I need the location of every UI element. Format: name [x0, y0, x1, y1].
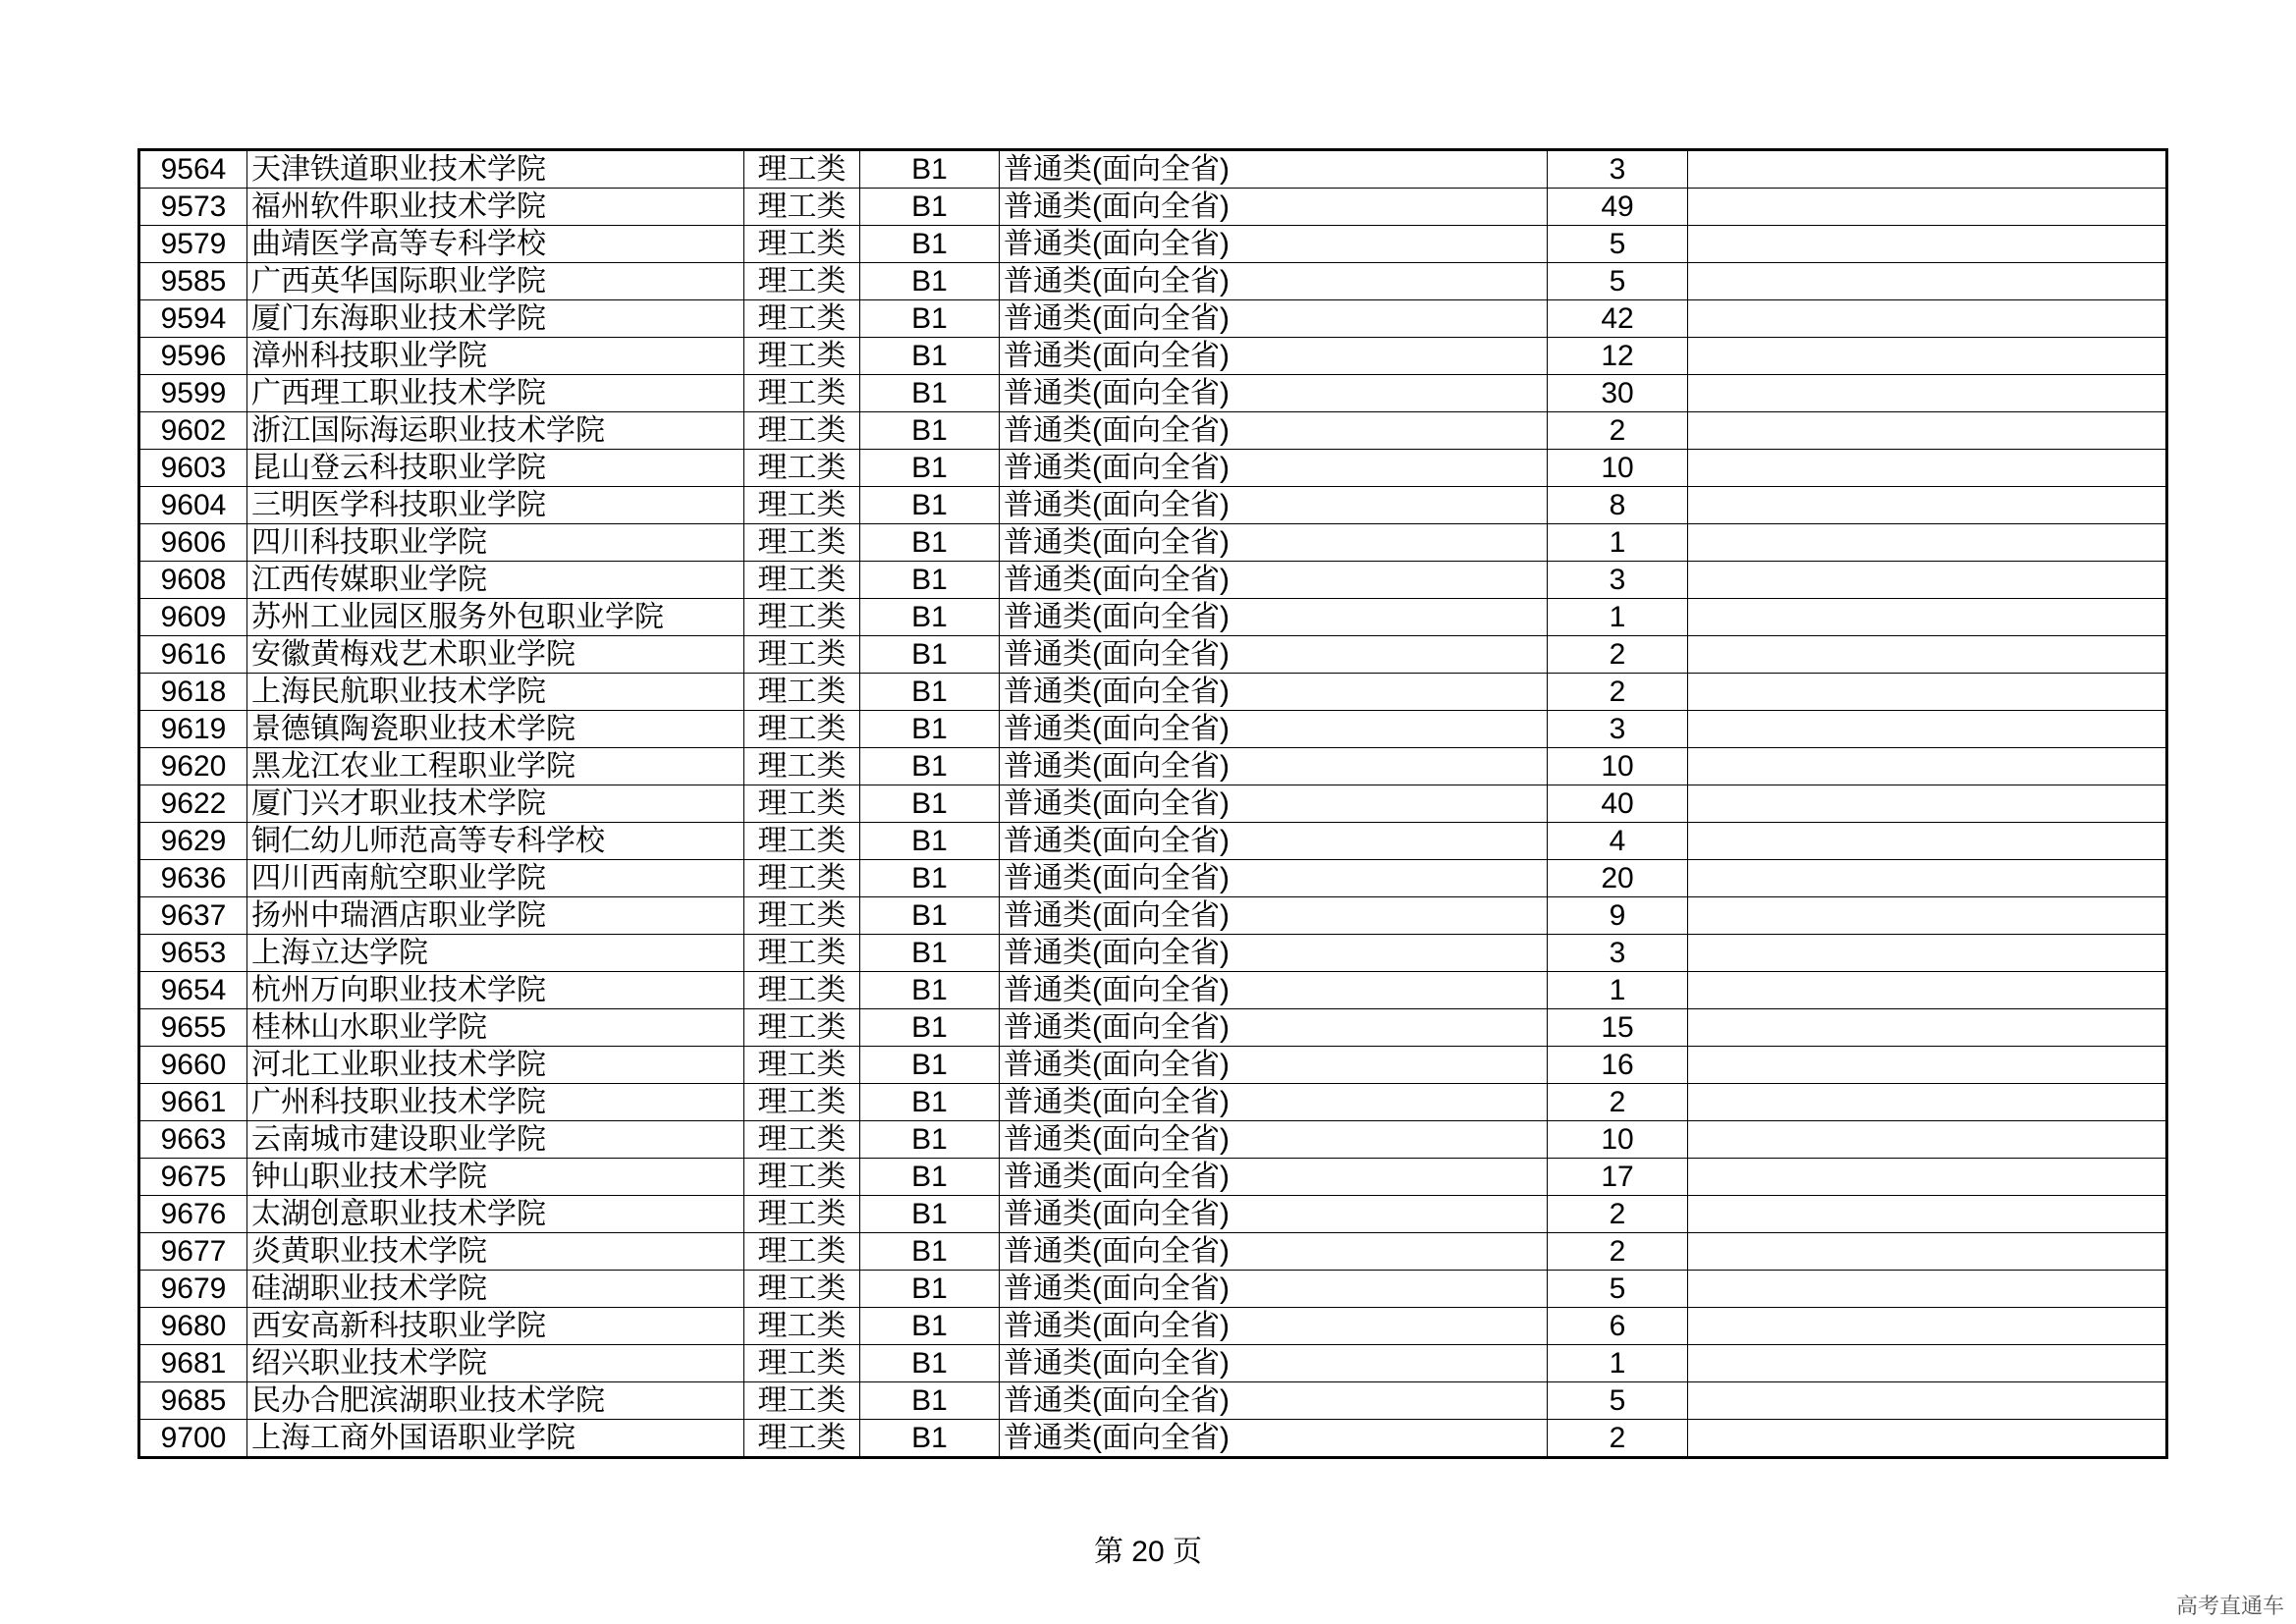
plan-type-cell: 普通类(面向全省): [1000, 487, 1548, 524]
subject-category-cell: 理工类: [744, 636, 860, 674]
plan-count-cell: 1: [1548, 972, 1688, 1009]
remarks-cell: [1688, 1382, 2167, 1420]
batch-cell: B1: [860, 189, 1000, 226]
plan-count-cell: 5: [1548, 263, 1688, 300]
school-name-cell: 上海民航职业技术学院: [247, 674, 744, 711]
batch-cell: B1: [860, 897, 1000, 935]
subject-category-cell: 理工类: [744, 860, 860, 897]
remarks-cell: [1688, 1271, 2167, 1308]
table-row: [139, 1009, 2167, 1047]
plan-type-cell: 普通类(面向全省): [1000, 897, 1548, 935]
plan-type-cell: 普通类(面向全省): [1000, 748, 1548, 785]
watermark-text: 高考直通车: [2175, 1594, 2284, 1618]
plan-type-cell: 普通类(面向全省): [1000, 711, 1548, 748]
table-row: [139, 1420, 2167, 1458]
school-name-cell: 天津铁道职业技术学院: [247, 150, 744, 189]
table-row: [139, 189, 2167, 226]
subject-category-cell: 理工类: [744, 1420, 860, 1458]
batch-cell: B1: [860, 935, 1000, 972]
batch-cell: B1: [860, 524, 1000, 562]
school-code-cell: 9629: [139, 823, 247, 860]
remarks-cell: [1688, 375, 2167, 412]
school-name-cell: 江西传媒职业学院: [247, 562, 744, 599]
remarks-cell: [1688, 860, 2167, 897]
subject-category-cell: 理工类: [744, 1047, 860, 1084]
plan-count-cell: 2: [1548, 636, 1688, 674]
plan-type-cell: 普通类(面向全省): [1000, 1420, 1548, 1458]
table-row: [139, 1308, 2167, 1345]
school-name-cell: 漳州科技职业学院: [247, 338, 744, 375]
plan-type-cell: 普通类(面向全省): [1000, 412, 1548, 450]
batch-cell: B1: [860, 1159, 1000, 1196]
page-number: 第 20 页: [1093, 1536, 1203, 1568]
school-code-cell: 9596: [139, 338, 247, 375]
plan-count-cell: 2: [1548, 412, 1688, 450]
plan-count-cell: 2: [1548, 674, 1688, 711]
plan-count-cell: 40: [1548, 785, 1688, 823]
table-row: [139, 1345, 2167, 1382]
batch-cell: B1: [860, 1047, 1000, 1084]
school-name-cell: 杭州万向职业技术学院: [247, 972, 744, 1009]
remarks-cell: [1688, 1308, 2167, 1345]
batch-cell: B1: [860, 1084, 1000, 1121]
school-code-cell: 9608: [139, 562, 247, 599]
table-row: [139, 1159, 2167, 1196]
batch-cell: B1: [860, 150, 1000, 189]
plan-type-cell: 普通类(面向全省): [1000, 823, 1548, 860]
school-code-cell: 9655: [139, 1009, 247, 1047]
remarks-cell: [1688, 636, 2167, 674]
table-row: [139, 524, 2167, 562]
school-code-cell: 9564: [139, 150, 247, 189]
plan-count-cell: 20: [1548, 860, 1688, 897]
plan-count-cell: 42: [1548, 300, 1688, 338]
remarks-cell: [1688, 1047, 2167, 1084]
plan-type-cell: 普通类(面向全省): [1000, 226, 1548, 263]
plan-type-cell: 普通类(面向全省): [1000, 1121, 1548, 1159]
school-name-cell: 浙江国际海运职业技术学院: [247, 412, 744, 450]
batch-cell: B1: [860, 1233, 1000, 1271]
batch-cell: B1: [860, 450, 1000, 487]
plan-count-cell: 17: [1548, 1159, 1688, 1196]
school-name-cell: 硅湖职业技术学院: [247, 1271, 744, 1308]
school-name-cell: 上海立达学院: [247, 935, 744, 972]
school-name-cell: 西安高新科技职业学院: [247, 1308, 744, 1345]
batch-cell: B1: [860, 1271, 1000, 1308]
table-row: [139, 150, 2167, 189]
subject-category-cell: 理工类: [744, 972, 860, 1009]
school-name-cell: 铜仁幼儿师范高等专科学校: [247, 823, 744, 860]
school-code-cell: 9675: [139, 1159, 247, 1196]
school-code-cell: 9700: [139, 1420, 247, 1458]
plan-type-cell: 普通类(面向全省): [1000, 860, 1548, 897]
school-name-cell: 福州软件职业技术学院: [247, 189, 744, 226]
plan-type-cell: 普通类(面向全省): [1000, 1047, 1548, 1084]
plan-type-cell: 普通类(面向全省): [1000, 972, 1548, 1009]
school-name-cell: 上海工商外国语职业学院: [247, 1420, 744, 1458]
plan-count-cell: 3: [1548, 935, 1688, 972]
plan-count-cell: 2: [1548, 1084, 1688, 1121]
plan-count-cell: 3: [1548, 711, 1688, 748]
plan-count-cell: 9: [1548, 897, 1688, 935]
school-name-cell: 景德镇陶瓷职业技术学院: [247, 711, 744, 748]
plan-count-cell: 6: [1548, 1308, 1688, 1345]
school-code-cell: 9681: [139, 1345, 247, 1382]
school-name-cell: 广州科技职业技术学院: [247, 1084, 744, 1121]
school-name-cell: 安徽黄梅戏艺术职业学院: [247, 636, 744, 674]
remarks-cell: [1688, 1420, 2167, 1458]
school-code-cell: 9660: [139, 1047, 247, 1084]
subject-category-cell: 理工类: [744, 1382, 860, 1420]
batch-cell: B1: [860, 1196, 1000, 1233]
school-code-cell: 9585: [139, 263, 247, 300]
school-code-cell: 9663: [139, 1121, 247, 1159]
batch-cell: B1: [860, 562, 1000, 599]
table-row: [139, 487, 2167, 524]
plan-count-cell: 3: [1548, 150, 1688, 189]
remarks-cell: [1688, 562, 2167, 599]
table-row: [139, 562, 2167, 599]
school-name-cell: 桂林山水职业学院: [247, 1009, 744, 1047]
remarks-cell: [1688, 487, 2167, 524]
table-row: [139, 300, 2167, 338]
remarks-cell: [1688, 711, 2167, 748]
table-row: [139, 450, 2167, 487]
school-name-cell: 厦门兴才职业技术学院: [247, 785, 744, 823]
school-code-cell: 9619: [139, 711, 247, 748]
school-code-cell: 9573: [139, 189, 247, 226]
subject-category-cell: 理工类: [744, 524, 860, 562]
subject-category-cell: 理工类: [744, 1121, 860, 1159]
school-name-cell: 太湖创意职业技术学院: [247, 1196, 744, 1233]
school-code-cell: 9618: [139, 674, 247, 711]
table-row: [139, 823, 2167, 860]
plan-count-cell: 2: [1548, 1420, 1688, 1458]
school-code-cell: 9676: [139, 1196, 247, 1233]
plan-type-cell: 普通类(面向全省): [1000, 935, 1548, 972]
school-name-cell: 四川科技职业学院: [247, 524, 744, 562]
subject-category-cell: 理工类: [744, 1084, 860, 1121]
batch-cell: B1: [860, 412, 1000, 450]
remarks-cell: [1688, 674, 2167, 711]
plan-type-cell: 普通类(面向全省): [1000, 1345, 1548, 1382]
plan-count-cell: 30: [1548, 375, 1688, 412]
plan-count-cell: 2: [1548, 1196, 1688, 1233]
table-row: [139, 748, 2167, 785]
table-row: [139, 785, 2167, 823]
plan-count-cell: 16: [1548, 1047, 1688, 1084]
remarks-cell: [1688, 1009, 2167, 1047]
subject-category-cell: 理工类: [744, 338, 860, 375]
plan-type-cell: 普通类(面向全省): [1000, 150, 1548, 189]
plan-count-cell: 8: [1548, 487, 1688, 524]
plan-type-cell: 普通类(面向全省): [1000, 1084, 1548, 1121]
school-name-cell: 黑龙江农业工程职业学院: [247, 748, 744, 785]
plan-count-cell: 10: [1548, 748, 1688, 785]
school-code-cell: 9622: [139, 785, 247, 823]
table-row: [139, 412, 2167, 450]
batch-cell: B1: [860, 487, 1000, 524]
school-code-cell: 9680: [139, 1308, 247, 1345]
plan-count-cell: 10: [1548, 1121, 1688, 1159]
table-row: [139, 636, 2167, 674]
plan-type-cell: 普通类(面向全省): [1000, 263, 1548, 300]
plan-type-cell: 普通类(面向全省): [1000, 1159, 1548, 1196]
subject-category-cell: 理工类: [744, 1009, 860, 1047]
school-name-cell: 三明医学科技职业学院: [247, 487, 744, 524]
subject-category-cell: 理工类: [744, 1159, 860, 1196]
school-code-cell: 9609: [139, 599, 247, 636]
school-name-cell: 云南城市建设职业学院: [247, 1121, 744, 1159]
table-row: [139, 226, 2167, 263]
plan-count-cell: 5: [1548, 1382, 1688, 1420]
remarks-cell: [1688, 189, 2167, 226]
plan-type-cell: 普通类(面向全省): [1000, 1271, 1548, 1308]
plan-type-cell: 普通类(面向全省): [1000, 1233, 1548, 1271]
plan-type-cell: 普通类(面向全省): [1000, 1308, 1548, 1345]
batch-cell: B1: [860, 1420, 1000, 1458]
remarks-cell: [1688, 599, 2167, 636]
remarks-cell: [1688, 1233, 2167, 1271]
remarks-cell: [1688, 338, 2167, 375]
remarks-cell: [1688, 935, 2167, 972]
batch-cell: B1: [860, 1382, 1000, 1420]
subject-category-cell: 理工类: [744, 487, 860, 524]
batch-cell: B1: [860, 1308, 1000, 1345]
school-code-cell: 9620: [139, 748, 247, 785]
batch-cell: B1: [860, 674, 1000, 711]
remarks-cell: [1688, 226, 2167, 263]
plan-type-cell: 普通类(面向全省): [1000, 674, 1548, 711]
school-code-cell: 9579: [139, 226, 247, 263]
plan-type-cell: 普通类(面向全省): [1000, 562, 1548, 599]
batch-cell: B1: [860, 263, 1000, 300]
plan-type-cell: 普通类(面向全省): [1000, 599, 1548, 636]
plan-count-cell: 4: [1548, 823, 1688, 860]
subject-category-cell: 理工类: [744, 1308, 860, 1345]
batch-cell: B1: [860, 823, 1000, 860]
school-name-cell: 钟山职业技术学院: [247, 1159, 744, 1196]
remarks-cell: [1688, 972, 2167, 1009]
subject-category-cell: 理工类: [744, 897, 860, 935]
plan-type-cell: 普通类(面向全省): [1000, 1382, 1548, 1420]
table-row: [139, 263, 2167, 300]
table-row: [139, 1271, 2167, 1308]
school-code-cell: 9677: [139, 1233, 247, 1271]
remarks-cell: [1688, 1084, 2167, 1121]
subject-category-cell: 理工类: [744, 300, 860, 338]
batch-cell: B1: [860, 1121, 1000, 1159]
table-row: [139, 375, 2167, 412]
school-name-cell: 河北工业职业技术学院: [247, 1047, 744, 1084]
remarks-cell: [1688, 1345, 2167, 1382]
remarks-cell: [1688, 1121, 2167, 1159]
school-name-cell: 炎黄职业技术学院: [247, 1233, 744, 1271]
plan-count-cell: 10: [1548, 450, 1688, 487]
subject-category-cell: 理工类: [744, 226, 860, 263]
plan-type-cell: 普通类(面向全省): [1000, 524, 1548, 562]
school-code-cell: 9594: [139, 300, 247, 338]
batch-cell: B1: [860, 300, 1000, 338]
table-row: [139, 1233, 2167, 1271]
table-row: [139, 1084, 2167, 1121]
plan-count-cell: 5: [1548, 226, 1688, 263]
table-row: [139, 1196, 2167, 1233]
table-row: [139, 1382, 2167, 1420]
remarks-cell: [1688, 1159, 2167, 1196]
enrollment-plan-table: [137, 148, 2168, 1459]
remarks-cell: [1688, 263, 2167, 300]
school-code-cell: 9654: [139, 972, 247, 1009]
subject-category-cell: 理工类: [744, 1196, 860, 1233]
plan-type-cell: 普通类(面向全省): [1000, 1009, 1548, 1047]
plan-count-cell: 15: [1548, 1009, 1688, 1047]
plan-type-cell: 普通类(面向全省): [1000, 636, 1548, 674]
subject-category-cell: 理工类: [744, 150, 860, 189]
school-name-cell: 扬州中瑞酒店职业学院: [247, 897, 744, 935]
batch-cell: B1: [860, 860, 1000, 897]
batch-cell: B1: [860, 972, 1000, 1009]
subject-category-cell: 理工类: [744, 748, 860, 785]
school-name-cell: 厦门东海职业技术学院: [247, 300, 744, 338]
school-code-cell: 9685: [139, 1382, 247, 1420]
subject-category-cell: 理工类: [744, 1233, 860, 1271]
subject-category-cell: 理工类: [744, 935, 860, 972]
remarks-cell: [1688, 150, 2167, 189]
remarks-cell: [1688, 412, 2167, 450]
plan-count-cell: 3: [1548, 562, 1688, 599]
plan-type-cell: 普通类(面向全省): [1000, 338, 1548, 375]
batch-cell: B1: [860, 1009, 1000, 1047]
batch-cell: B1: [860, 338, 1000, 375]
school-name-cell: 曲靖医学高等专科学校: [247, 226, 744, 263]
plan-type-cell: 普通类(面向全省): [1000, 375, 1548, 412]
school-name-cell: 民办合肥滨湖职业技术学院: [247, 1382, 744, 1420]
remarks-cell: [1688, 524, 2167, 562]
subject-category-cell: 理工类: [744, 1345, 860, 1382]
batch-cell: B1: [860, 226, 1000, 263]
plan-count-cell: 1: [1548, 524, 1688, 562]
school-code-cell: 9604: [139, 487, 247, 524]
subject-category-cell: 理工类: [744, 823, 860, 860]
school-name-cell: 广西英华国际职业学院: [247, 263, 744, 300]
plan-count-cell: 5: [1548, 1271, 1688, 1308]
table-row: [139, 1047, 2167, 1084]
table-body: [139, 150, 2167, 1458]
remarks-cell: [1688, 748, 2167, 785]
plan-type-cell: 普通类(面向全省): [1000, 1196, 1548, 1233]
subject-category-cell: 理工类: [744, 562, 860, 599]
plan-type-cell: 普通类(面向全省): [1000, 450, 1548, 487]
plan-count-cell: 49: [1548, 189, 1688, 226]
plan-count-cell: 2: [1548, 1233, 1688, 1271]
subject-category-cell: 理工类: [744, 599, 860, 636]
remarks-cell: [1688, 300, 2167, 338]
batch-cell: B1: [860, 375, 1000, 412]
remarks-cell: [1688, 1196, 2167, 1233]
school-name-cell: 四川西南航空职业学院: [247, 860, 744, 897]
school-name-cell: 苏州工业园区服务外包职业学院: [247, 599, 744, 636]
table-row: [139, 935, 2167, 972]
subject-category-cell: 理工类: [744, 375, 860, 412]
school-name-cell: 绍兴职业技术学院: [247, 1345, 744, 1382]
batch-cell: B1: [860, 711, 1000, 748]
subject-category-cell: 理工类: [744, 785, 860, 823]
table-row: [139, 860, 2167, 897]
table-row: [139, 338, 2167, 375]
plan-count-cell: 1: [1548, 1345, 1688, 1382]
batch-cell: B1: [860, 599, 1000, 636]
batch-cell: B1: [860, 748, 1000, 785]
plan-type-cell: 普通类(面向全省): [1000, 785, 1548, 823]
subject-category-cell: 理工类: [744, 412, 860, 450]
remarks-cell: [1688, 785, 2167, 823]
school-code-cell: 9661: [139, 1084, 247, 1121]
school-code-cell: 9606: [139, 524, 247, 562]
plan-type-cell: 普通类(面向全省): [1000, 189, 1548, 226]
remarks-cell: [1688, 450, 2167, 487]
subject-category-cell: 理工类: [744, 674, 860, 711]
subject-category-cell: 理工类: [744, 450, 860, 487]
school-code-cell: 9679: [139, 1271, 247, 1308]
plan-count-cell: 12: [1548, 338, 1688, 375]
school-code-cell: 9602: [139, 412, 247, 450]
remarks-cell: [1688, 897, 2167, 935]
plan-count-cell: 1: [1548, 599, 1688, 636]
school-code-cell: 9637: [139, 897, 247, 935]
school-code-cell: 9653: [139, 935, 247, 972]
table-row: [139, 1121, 2167, 1159]
subject-category-cell: 理工类: [744, 711, 860, 748]
subject-category-cell: 理工类: [744, 263, 860, 300]
school-code-cell: 9636: [139, 860, 247, 897]
batch-cell: B1: [860, 1345, 1000, 1382]
table-row: [139, 897, 2167, 935]
table-row: [139, 711, 2167, 748]
school-code-cell: 9616: [139, 636, 247, 674]
school-name-cell: 广西理工职业技术学院: [247, 375, 744, 412]
subject-category-cell: 理工类: [744, 189, 860, 226]
table-row: [139, 599, 2167, 636]
table-row: [139, 972, 2167, 1009]
school-name-cell: 昆山登云科技职业学院: [247, 450, 744, 487]
remarks-cell: [1688, 823, 2167, 860]
plan-type-cell: 普通类(面向全省): [1000, 300, 1548, 338]
school-code-cell: 9599: [139, 375, 247, 412]
batch-cell: B1: [860, 785, 1000, 823]
batch-cell: B1: [860, 636, 1000, 674]
school-code-cell: 9603: [139, 450, 247, 487]
table-row: [139, 674, 2167, 711]
subject-category-cell: 理工类: [744, 1271, 860, 1308]
